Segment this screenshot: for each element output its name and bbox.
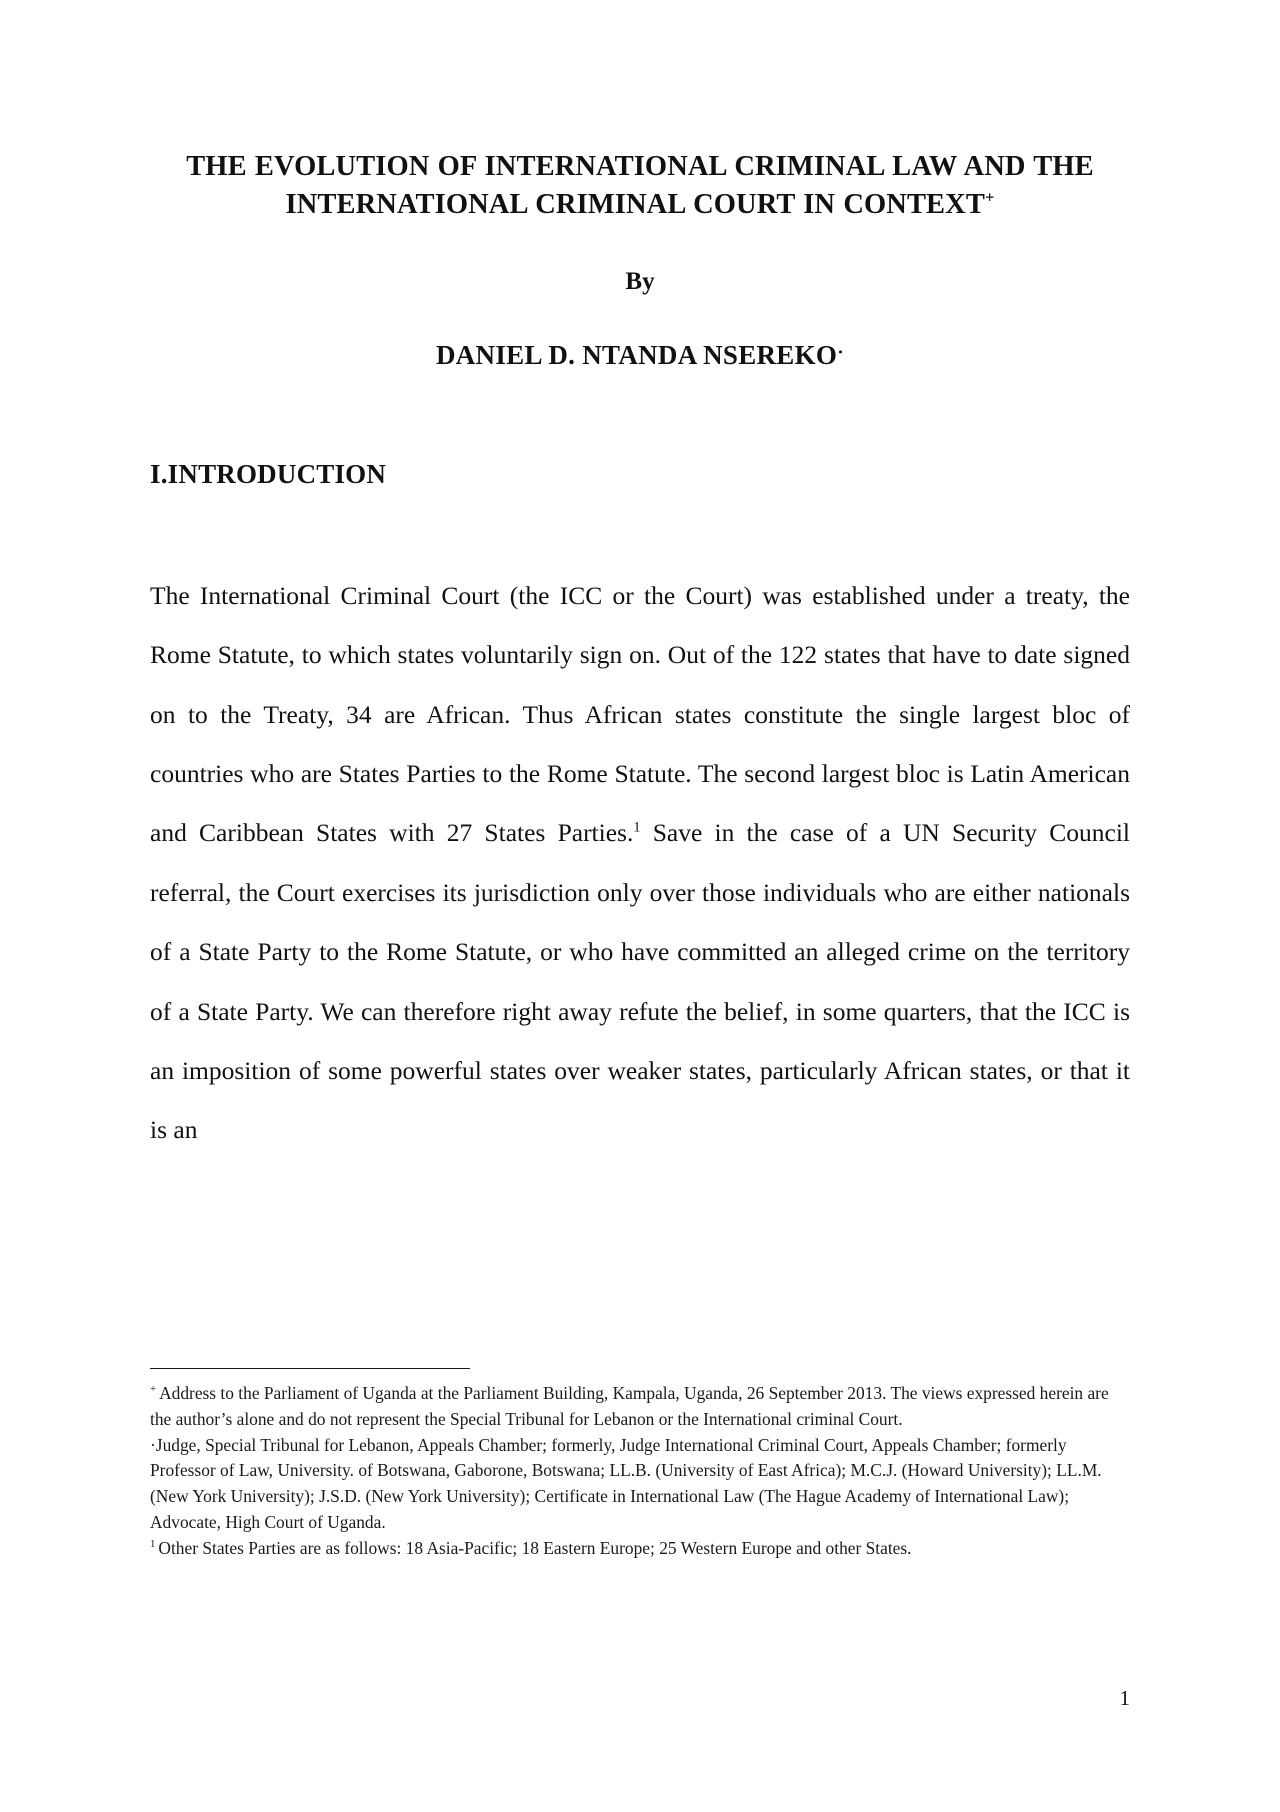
page-number: 1 (1119, 1686, 1130, 1710)
title-footnote-marker: + (984, 187, 995, 207)
footnotes-section (150, 1368, 1130, 1561)
footnote-item (150, 1536, 1130, 1562)
title-line-1: THE EVOLUTION OF INTERNATIONAL CRIMINAL LAW AND THE (186, 151, 1094, 182)
section-heading-introduction: I.INTRODUCTION (150, 458, 387, 489)
footnote-marker: · (150, 1434, 156, 1455)
author-footnote-marker: · (837, 342, 845, 364)
body-paragraph (150, 566, 1130, 1160)
author-label: DANIEL D. NTANDA NSEREKO (435, 339, 838, 370)
footnote-item (150, 1433, 1130, 1536)
footnote-separator-rule (150, 1368, 470, 1369)
body-paragraph-part-2: Save in the case of a UN Security Council referral, the Court exercises its jurisdiction only over those individuals who are either nationals of a State Party to the Rome Statute, or who have committed an alleged crime on the territory of a State Party. We can therefore right away refute the belief, in some quarters, that the ICC is an imposition of some powerful states over weaker states, particularly African states, or that it is an (150, 818, 1130, 1145)
body-paragraph-part-1: The International Criminal Court (the ICC or the Court) was established under a treaty, the Rome Statute, to which states voluntarily sign on. Out of the 122 states that have to date signed on to the Treaty, 34 are African. Thus African states constitute the single largest bloc of countries who are States Parties to the Rome Statute. The second largest bloc is Latin American and Caribbean States with 27 States Parties. (150, 580, 1130, 848)
page-content (150, 0, 1130, 1185)
footnote-text: Other States Parties are as follows: 18 Asia-Pacific; 18 Eastern Europe; 25 Western Europe and other States. (158, 1537, 912, 1558)
author-name (150, 340, 1130, 371)
page-title (150, 148, 1130, 224)
footnote-marker: + (150, 1383, 157, 1396)
footnote-text: Address to the Parliament of Uganda at the Parliament Building, Kampala, Uganda, 26 September 2013. The views expressed herein are the author’s alone and do not represent the Special Tribunal for Lebanon or the International criminal Court. (150, 1383, 1109, 1429)
body-footnote-reference: 1 (633, 819, 641, 836)
footnote-item (150, 1381, 1130, 1433)
footnote-text: Judge, Special Tribunal for Lebanon, Appeals Chamber; formerly, Judge International Criminal Court, Appeals Chamber; formerly Professor of Law, University. of Botswana, Gaborone, Botswana; LL.B. (University of East Africa); M.C.J. (Howard University); LL.M. (New York University); J.S.D. (New York University); Certificate in International Law (The Hague Academy of International Law); Advocate, High Court of Uganda. (150, 1434, 1102, 1532)
title-line-2: INTERNATIONAL CRIMINAL COURT IN CONTEXT (285, 188, 985, 220)
footnote-marker: 1 (150, 1537, 156, 1550)
byline: By (625, 267, 655, 295)
